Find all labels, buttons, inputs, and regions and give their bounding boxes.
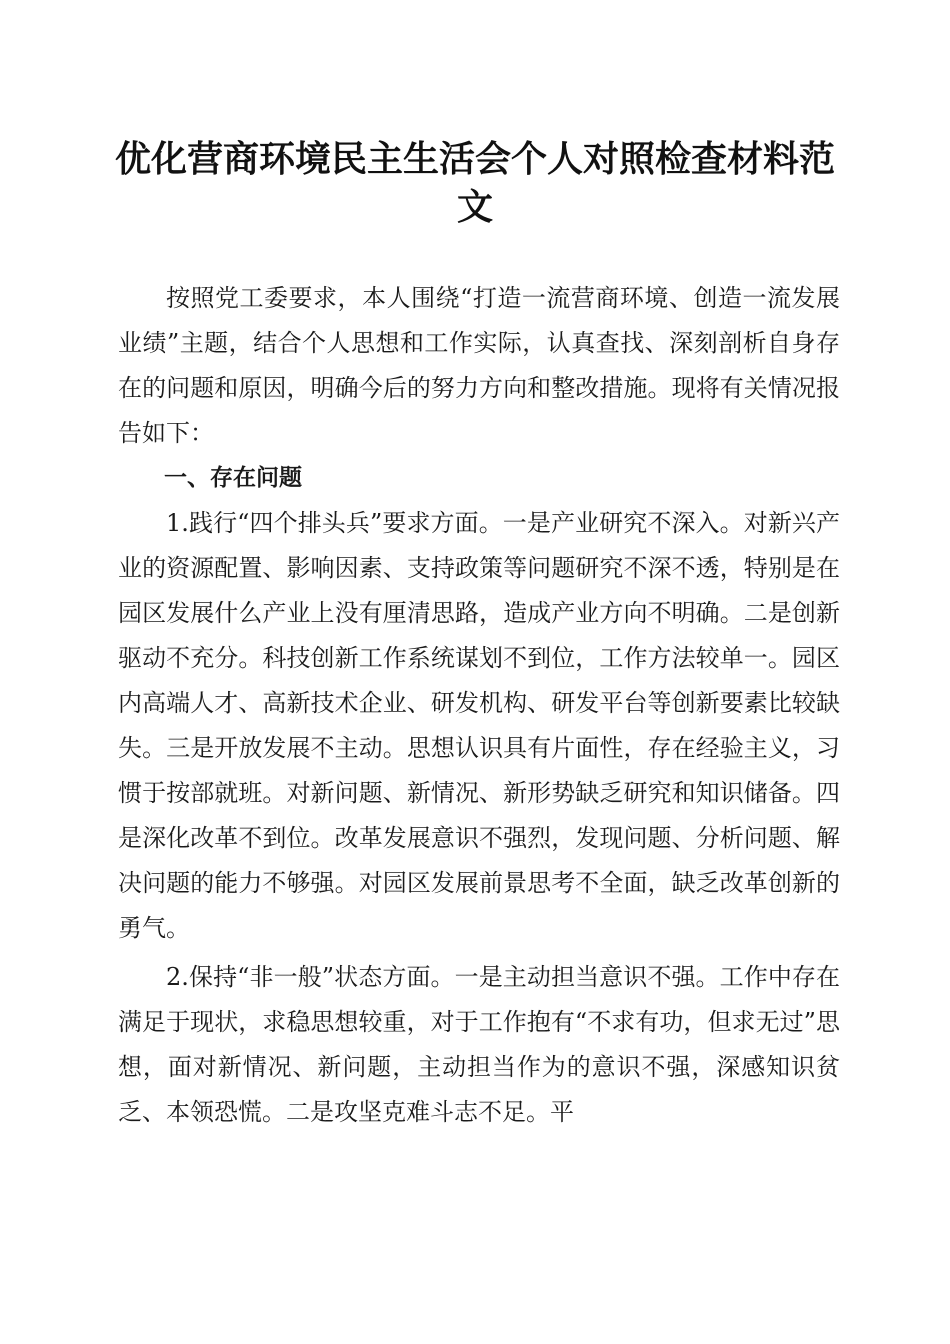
item-paragraph-1: 1.践行“四个排头兵”要求方面。一是产业研究不深入。对新兴产业的资源配置、影响因素、支持政策等问题研究不深不透，特别是在园区发展什么产业上没有厘清思路，造成产业方向不明确。二是创新驱动不充分。科技创新工作系统谋划不到位，工作方法较单一。园区内高端人才、高新技术企业、研发机构、研发平台等创新要素比较缺失。三是开放发展不主动。思想认识具有片面性，存在经验主义，习惯于按部就班。对新问题、新情况、新形势缺乏研究和知识储备。四是深化改革不到位。改革发展意识不强烈，发现问题、分析问题、解决问题的能力不够强。对园区发展前景思考不全面，缺乏改革创新的勇气。: [118, 509, 840, 942]
document-title-line-2: 文: [456, 186, 493, 228]
item-paragraph-2: 2.保持“非一般”状态方面。一是主动担当意识不强。工作中存在满足于现状，求稳思想较重，对于工作抱有“不求有功，但求无过”思想，面对新情况、新问题，主动担当作为的意识不强，深感知识贫乏、本领恐慌。二是攻坚克难斗志不足。平: [118, 963, 840, 1126]
section-heading-problems: 一、存在问题: [164, 465, 302, 491]
document-title-line-1: 优化营商环境民主生活会个人对照检查材料范: [114, 138, 835, 180]
intro-paragraph: 按照党工委要求，本人围绕“打造一流营商环境、创造一流发展业绩”主题，结合个人思想和工作实际，认真查找、深刻剖析自身存在的问题和原因，明确今后的努力方向和整改措施。现将有关情况报告如下：: [118, 284, 840, 447]
document-body: [118, 276, 840, 1135]
